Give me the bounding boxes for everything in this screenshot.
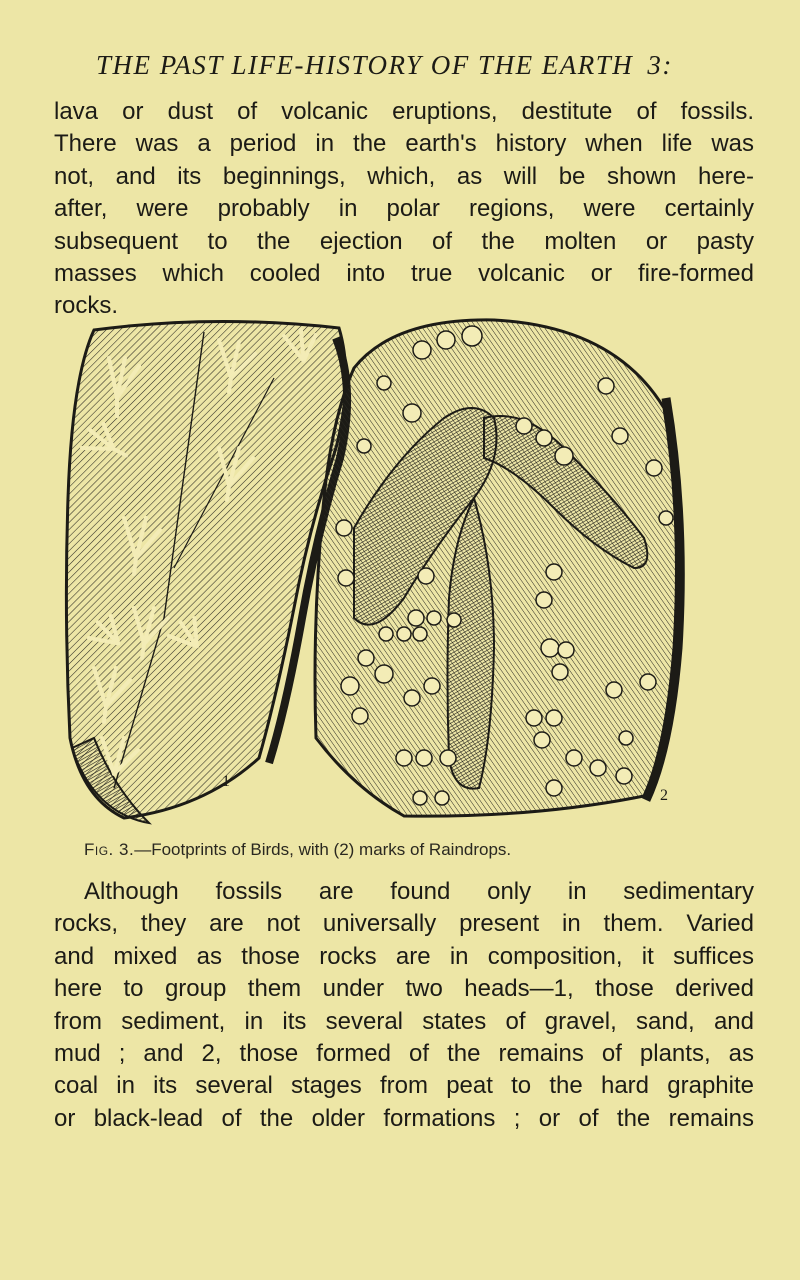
running-head (96, 50, 736, 81)
figure-label-1: 1 (222, 773, 230, 790)
text-line: rocks. (54, 292, 119, 320)
figure-footprints-raindrops (54, 318, 694, 838)
text-line: and mixed as those rocks are in composition, it suffices (54, 942, 754, 970)
text-line: Although fossils are found only in sedimentary (84, 878, 754, 905)
figure-caption (84, 840, 724, 860)
running-head-title: THE PAST LIFE-HISTORY OF THE EARTH (96, 50, 634, 80)
text-line: subsequent to the ejection of the molten or pasty (54, 227, 754, 255)
text-line: here to group them under two heads—1, those derived (54, 975, 754, 1003)
text-line: There was a period in the earth's history when life was (54, 130, 754, 158)
paragraph-1 (54, 96, 754, 323)
text-line: not, and its beginnings, which, as will be shown here- (54, 162, 754, 190)
figure-label-2: 2 (660, 787, 668, 804)
text-line: coal in its several stages from peat to the hard graphite (54, 1072, 754, 1100)
slab-bird-footprints (66, 321, 347, 823)
text-line: or black-lead of the older formations ; or of the remains (54, 1104, 754, 1132)
paragraph-2 (54, 876, 754, 1135)
text-line: lava or dust of volcanic eruptions, destitute of fossils. (54, 98, 754, 125)
text-line: after, were probably in polar regions, were certainly (54, 195, 754, 223)
text-line: masses which cooled into true volcanic or fire-formed (54, 260, 754, 288)
footprints-illustration (54, 318, 694, 838)
text-line: rocks, they are not universally present in them. Varied (54, 910, 754, 938)
figure-caption-text: —Footprints of Birds, with (2) marks of Raindrops. (134, 840, 512, 859)
text-line: from sediment, in its several states of gravel, sand, and (54, 1007, 754, 1035)
figure-caption-number: Fig. 3. (84, 840, 135, 859)
page-number: 3: (647, 50, 673, 80)
text-line: mud ; and 2, those formed of the remains of plants, as (54, 1040, 754, 1068)
